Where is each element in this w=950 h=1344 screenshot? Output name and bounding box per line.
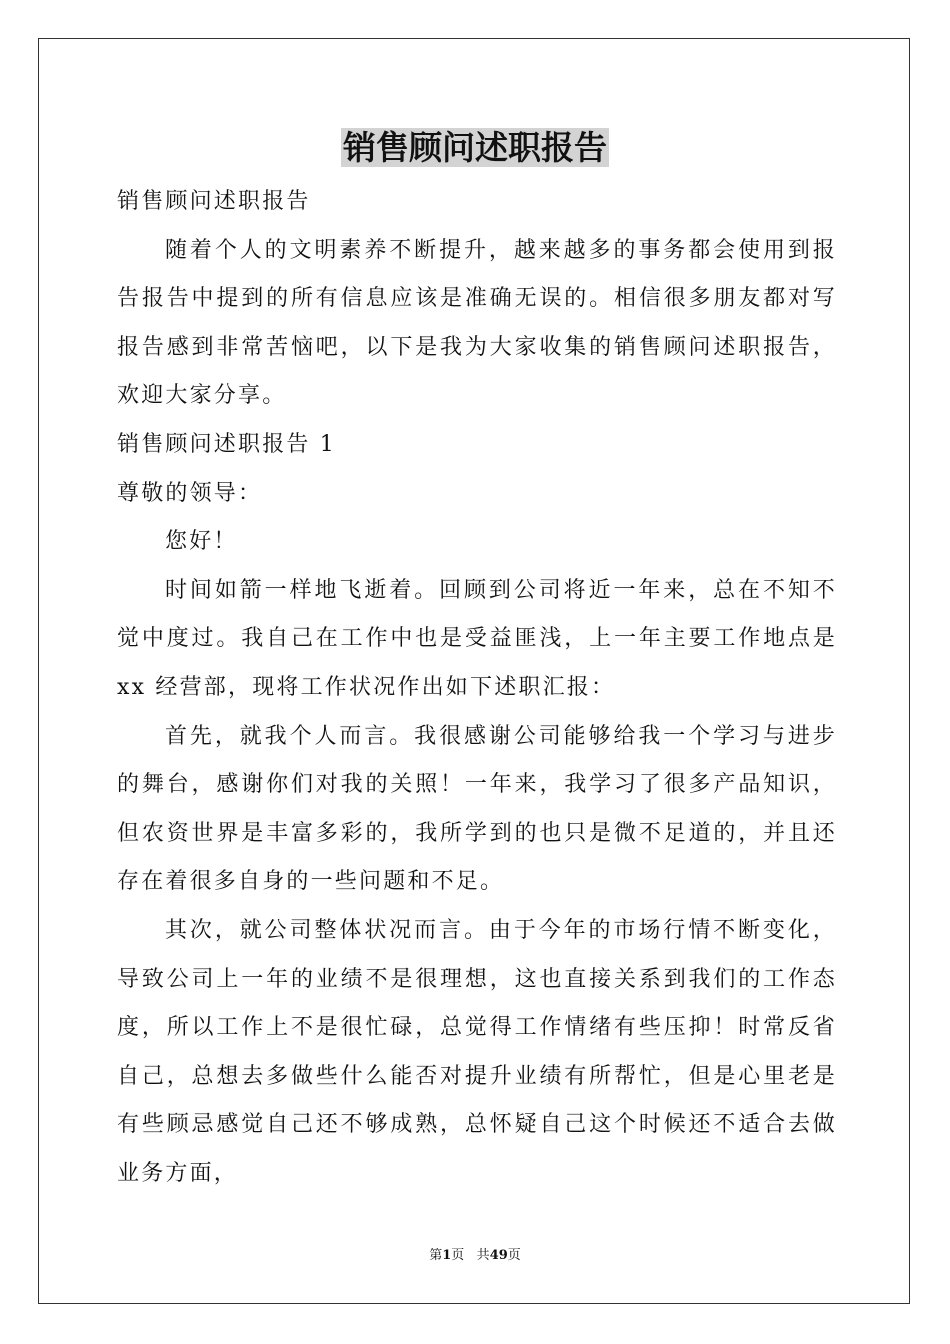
footer-page-number: 1	[442, 1248, 452, 1263]
footer-total-pages: 49	[489, 1248, 508, 1263]
paragraph: 首先，就我个人而言。我很感谢公司能够给我一个学习与进步的舞台，感谢你们对我的关照！一年来，我学习了很多产品知识，但农资世界是丰富多彩的，我所学到的也只是微不足道的，并且还存在着很多自身的一些问题和不足。	[117, 723, 837, 895]
page-footer	[0, 1247, 950, 1265]
paragraph: 尊敬的领导：	[117, 480, 263, 506]
paragraph: 其次，就公司整体状况而言。由于今年的市场行情不断变化，导致公司上一年的业绩不是很理想，这也直接关系到我们的工作态度，所以工作上不是很忙碌，总觉得工作情绪有些压抑！时常反省自己，总想去多做些什么能否对提升业绩有所帮忙，但是心里老是有些顾忌感觉自己还不够成熟，总怀疑自己这个时候还不适合去做业务方面，	[117, 917, 837, 1186]
document-title	[0, 124, 950, 172]
paragraph: 销售顾问述职报告 1	[117, 431, 336, 457]
paragraph: 随着个人的文明素养不断提升，越来越多的事务都会使用到报告报告中提到的所有信息应该是准确无误的。相信很多朋友都对写报告感到非常苦恼吧，以下是我为大家收集的销售顾问述职报告，欢迎大家分享。	[117, 237, 837, 409]
paragraph: 您好！	[165, 529, 238, 555]
paragraph: 销售顾问述职报告	[117, 189, 311, 214]
paragraph: 时间如箭一样地飞逝着。回顾到公司将近一年来，总在不知不觉中度过。我自己在工作中也是受益匪浅，上一年主要工作地点是 xx 经营部，现将工作状况作出如下述职汇报：	[117, 577, 837, 700]
footer-page-prefix: 第	[429, 1248, 443, 1263]
footer-total-suffix: 页	[507, 1248, 521, 1263]
document-title-text: 销售顾问述职报告	[343, 128, 607, 167]
document-body	[117, 178, 837, 1198]
footer-page-suffix: 页	[451, 1248, 465, 1263]
footer-total-prefix: 共	[476, 1248, 490, 1263]
